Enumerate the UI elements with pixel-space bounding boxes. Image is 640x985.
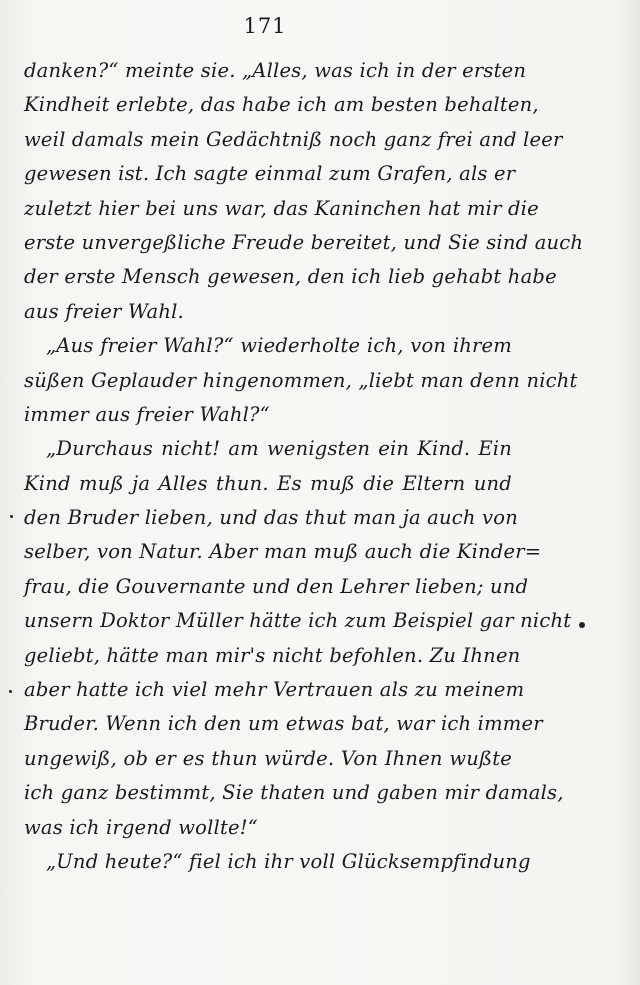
text-line: selber, von Natur. Aber man muß auch die Kinder=	[24, 540, 542, 564]
ink-speck	[9, 690, 12, 693]
text-line: „Und heute?“ fiel ich ihr voll Glücksempfindung	[46, 849, 531, 873]
text-line: immer aus freier Wahl?“	[24, 402, 270, 426]
text-line: gewesen ist. Ich sagte einmal zum Grafen, als er	[24, 162, 516, 186]
text-line: Bruder. Wenn ich den um etwas bat, war ich immer	[24, 712, 543, 736]
text-line: aber hatte ich viel mehr Vertrauen als zu meinem	[24, 678, 525, 702]
text-line: Kind muß ja Alles thun. Es muß die Eltern und	[24, 471, 512, 495]
text-line: aus freier Wahl.	[24, 299, 184, 323]
text-line: frau, die Gouvernante und den Lehrer lieben; und	[24, 574, 529, 598]
text-line: „Aus freier Wahl?“ wiederholte ich, von ihrem	[46, 334, 512, 358]
text-line: danken?“ meinte sie. „Alles, was ich in der ersten	[24, 59, 527, 82]
text-line: süßen Geplauder hingenommen, „liebt man denn nicht	[24, 368, 578, 392]
text-line: Kindheit erlebte, das habe ich am besten behalten,	[24, 93, 539, 117]
text-line: unsern Doktor Müller hätte ich zum Beispiel gar nicht	[24, 609, 572, 633]
text-line: ungewiß, ob er es thun würde. Von Ihnen wußte	[24, 746, 512, 770]
text-line: ich ganz bestimmt, Sie thaten und gaben mir damals,	[24, 781, 564, 805]
text-line: geliebt, hätte man mir's nicht befohlen. Zu Ihnen	[24, 643, 521, 667]
text-line: weil damals mein Gedächtniß noch ganz frei and leer	[24, 127, 563, 151]
ink-speck	[579, 622, 585, 628]
text-line: der erste Mensch gewesen, den ich lieb gehabt habe	[24, 265, 557, 289]
page-number: 171	[243, 14, 287, 38]
text-line: den Bruder lieben, und das thut man ja auch von	[24, 506, 518, 530]
ink-speck	[10, 515, 13, 518]
text-line: was ich irgend wollte!“	[24, 815, 258, 839]
text-line: zuletzt hier bei uns war, das Kaninchen hat mir die	[24, 196, 539, 220]
text-line: erste unvergeßliche Freude bereitet, und Sie sind auch	[24, 230, 584, 254]
text-line: „Durchaus nicht! am wenigsten ein Kind. Ein	[46, 437, 512, 461]
body-text	[24, 54, 584, 879]
